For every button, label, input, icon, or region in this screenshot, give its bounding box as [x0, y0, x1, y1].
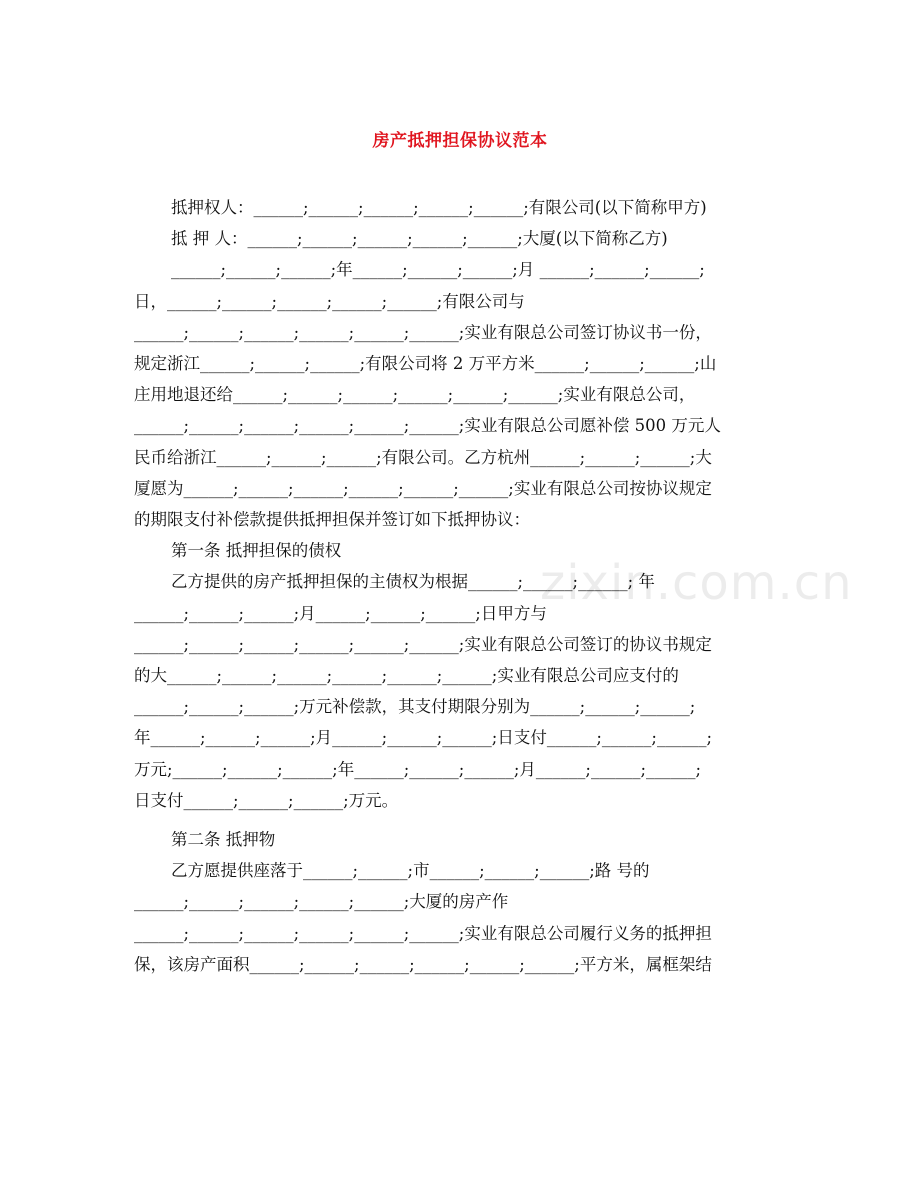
paragraph-line: ______;______;______;______;______;______;实业有限总公司愿补偿 500 万元人: [134, 416, 721, 436]
paragraph-line-mortgagor: 抵 押 人：______;______;______;______;______;大厦(以下简称乙方): [171, 229, 668, 249]
paragraph-line: 乙方提供的房产抵押担保的主债权为根据______;______;______; 年: [171, 572, 655, 592]
paragraph-line: ______;______;______;万元补偿款，其支付期限分别为______;______;______;: [134, 697, 696, 717]
paragraph-line: ______;______;______;______;______;大厦的房产作: [134, 892, 509, 912]
paragraph-line: ______;______;______;______;______;______;实业有限总公司签订的协议书规定: [134, 634, 712, 654]
paragraph-line: ______;______;______;______;______;______;实业有限总公司履行义务的抵押担: [134, 923, 712, 943]
paragraph-line: 万元;______;______;______;年______;______;______;月______;______;______;: [134, 759, 702, 779]
section-heading-article-2: 第二条 抵押物: [171, 830, 276, 850]
paragraph-line: 年______;______;______;月______;______;______;日支付______;______;______;: [134, 728, 713, 748]
paragraph-line: ______;______;______;月______;______;______;日甲方与: [134, 603, 547, 623]
paragraph-line: 保，该房产面积______;______;______;______;______;______;平方米，属框架结: [134, 954, 712, 974]
paragraph-line: 的大______;______;______;______;______;______;实业有限总公司应支付的: [134, 666, 679, 686]
paragraph-line: 规定浙江______;______;______;有限公司将 2 万平方米______;______;______;山: [134, 354, 717, 374]
document-title: 房产抵押担保协议范本: [372, 131, 548, 151]
paragraph-line: 庄用地退还给______;______;______;______;______;______;实业有限总公司，: [134, 385, 696, 405]
paragraph-line-mortgagee: 抵押权人：______;______;______;______;______;有限公司(以下简称甲方): [171, 198, 707, 217]
section-heading-article-1: 第一条 抵押担保的债权: [171, 541, 342, 561]
paragraph-line: 乙方愿提供座落于______;______;市______;______;______;路 号的: [171, 861, 650, 881]
paragraph-line: ______;______;______;年______;______;______;月 ______;______;______;: [171, 260, 705, 280]
paragraph-line: 厦愿为______;______;______;______;______;______;实业有限总公司按协议规定: [134, 478, 712, 498]
paragraph-line: 的期限支付补偿款提供抵押担保并签订如下抵押协议：: [134, 510, 530, 530]
watermark-text: zixin.com.cn: [540, 555, 853, 611]
paragraph-line: 日，______;______;______;______;______;有限公司与: [134, 291, 525, 311]
paragraph-line: ______;______;______;______;______;______;实业有限总公司签订协议书一份，: [134, 322, 712, 342]
paragraph-line: 日支付______;______;______;万元。: [134, 790, 399, 810]
paragraph-line: 民币给浙江______;______;______;有限公司。乙方杭州______;______;______;大: [134, 447, 712, 467]
